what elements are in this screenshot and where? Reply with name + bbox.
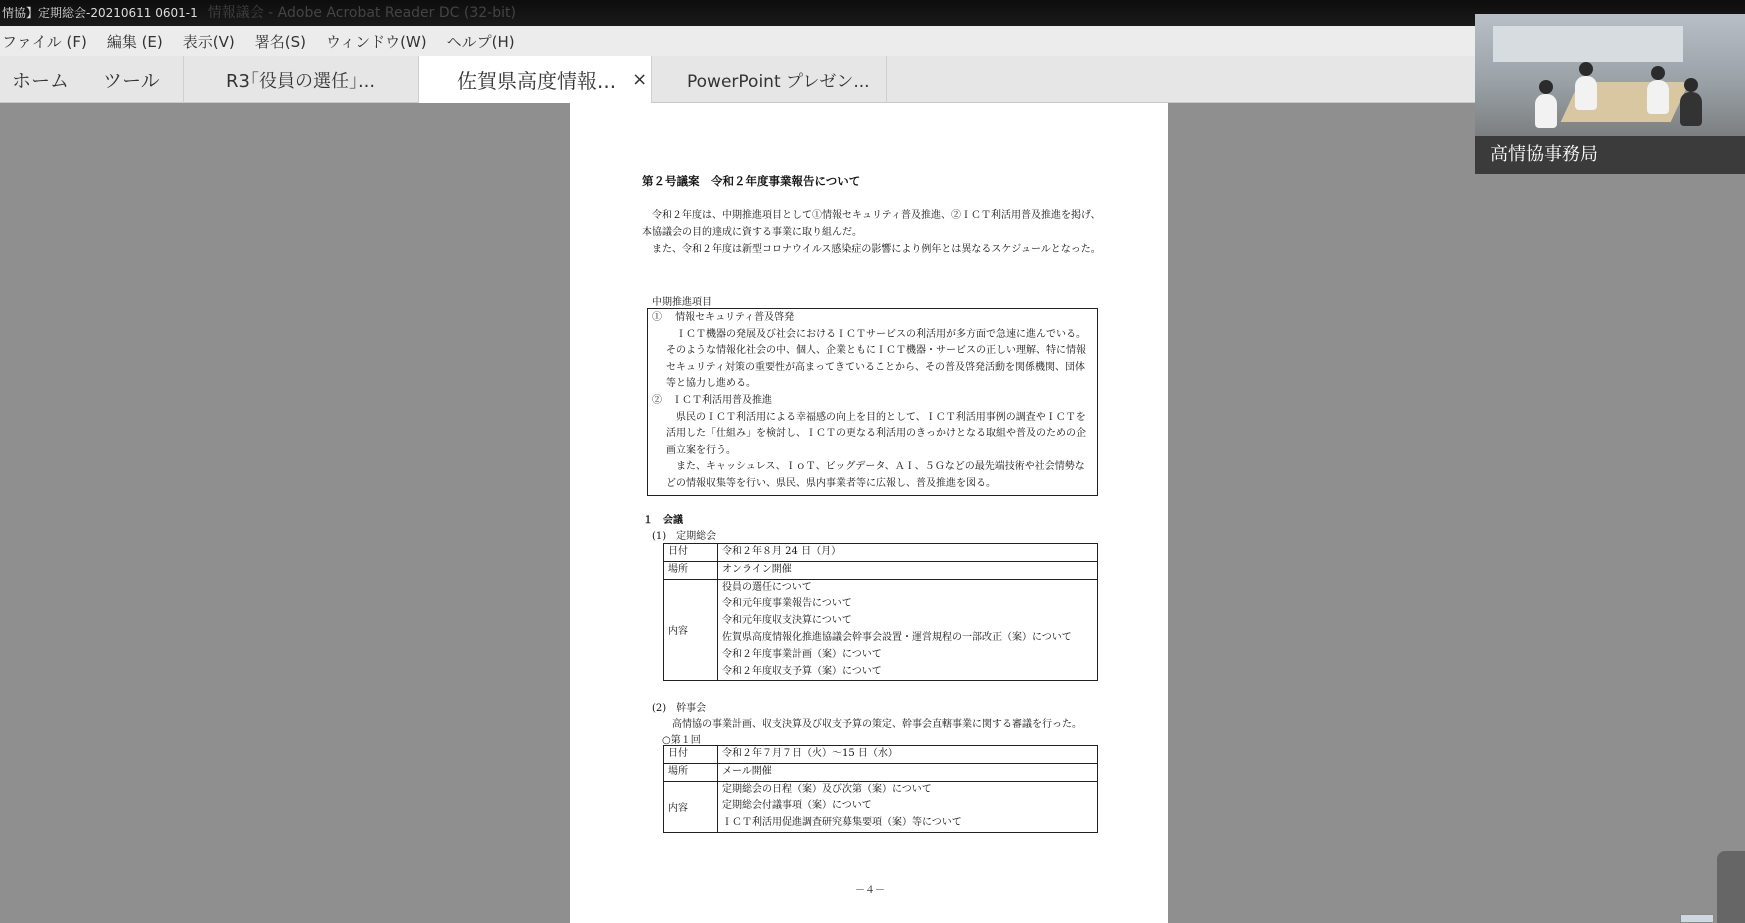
box-item2-body: 県民のＩＣＴ利活用による幸福感の向上を目的として、ＩＣＴ利活用事例の調査やＩＣＴを活用した「仕組み」を検討し、ＩＣＴの更なる利活用のきっかけとなる取組や普及のための企画立案を行う。 xyxy=(666,411,1086,456)
document-title: 第２号議案 令和２年度事業報告について xyxy=(642,174,861,188)
table-cell-key: 内容 xyxy=(664,579,718,681)
box-item2-body-2: また、キャッシュレス、ＩｏＴ、ビッグデータ、ＡＩ、５Ｇなどの最先端技術や社会情勢などの情報収集等を行い、県民、県内事業者等に広報し、普及推進を図る。 xyxy=(666,461,1085,489)
menu-window[interactable]: ウィンドウ(W) xyxy=(325,32,427,51)
tab-bar xyxy=(0,56,1475,103)
menu-bar xyxy=(0,26,1475,56)
table-cell-content-list xyxy=(718,579,1098,681)
table-cell-value: オンライン開催 xyxy=(718,561,1098,579)
tab-tools[interactable]: ツール xyxy=(103,70,160,92)
menu-file[interactable]: ファイル (F) xyxy=(2,32,87,51)
box-item1-heading: ① 情報セキュリティ普及啓発 xyxy=(652,312,795,323)
table-cell-value: メール開催 xyxy=(718,763,1098,781)
content-item: 定期総会付議事項（案）について xyxy=(722,800,872,812)
table-cell-value: 令和２年８月 24 日（月） xyxy=(718,544,1098,562)
steering-committee-description: 高情協の事業計画、収支決算及び収支予算の策定、幹事会直轄事業に関する審議を行った。 xyxy=(662,719,1082,730)
content-item: 令和２年度収支予算（案）について xyxy=(722,665,882,677)
video-person xyxy=(1535,94,1557,128)
content-item: 令和元年度事業報告について xyxy=(722,598,852,610)
menu-view[interactable]: 表示(V) xyxy=(182,32,235,51)
scroll-handle[interactable] xyxy=(1717,851,1745,923)
tab-document-powerpoint[interactable] xyxy=(652,56,887,103)
tab-document-saga-active[interactable] xyxy=(419,56,652,103)
content-item: 佐賀県高度情報化推進協議会幹事会設置・運営規程の一部改正（案）について xyxy=(722,631,1072,643)
section-steering-committee: (2) 幹事会 xyxy=(652,703,707,714)
general-meeting-table xyxy=(663,543,1098,681)
video-background-wall xyxy=(1493,26,1683,62)
content-item: 定期総会の日程（案）及び次第（案）について xyxy=(722,783,932,795)
box-item2-heading: ② ＩＣＴ利活用普及推進 xyxy=(652,394,772,406)
mid-term-items-box xyxy=(647,308,1098,496)
table-cell-key: 場所 xyxy=(664,561,718,579)
close-icon[interactable]: × xyxy=(632,69,648,90)
content-item: 令和元年度収支決算について xyxy=(722,615,852,627)
table-cell-key: 日付 xyxy=(664,544,718,562)
content-item: 役員の選任について xyxy=(722,581,812,593)
participant-name-label: 高情協事務局 xyxy=(1475,136,1745,174)
video-person xyxy=(1575,76,1597,110)
video-participant-tile[interactable] xyxy=(1475,14,1745,174)
tab-document-r3[interactable] xyxy=(184,56,419,103)
content-item: ＩＣＴ利活用促進調査研究募集要項（案）等について xyxy=(722,817,962,829)
round-1-label: ○第１回 xyxy=(662,735,701,746)
document-paragraph-1: 令和２年度は、中期推進項目として①情報セキュリティ普及推進、②ＩＣＴ利活用普及推進を掲げ、本協議会の目的達成に資する事業に取り組んだ。 xyxy=(642,210,1101,238)
video-person xyxy=(1680,92,1702,126)
taskbar-thumbnail[interactable] xyxy=(1680,914,1714,923)
table-cell-value: 令和２年７月７日（火）～15 日（水） xyxy=(718,746,1098,764)
document-page[interactable] xyxy=(570,103,1168,923)
menu-edit[interactable]: 編集 (E) xyxy=(106,32,163,51)
table-cell-key: 場所 xyxy=(664,763,718,781)
tab-group-home-tools xyxy=(0,56,184,103)
window-title: 情協】定期総会-20210611 0601-1 xyxy=(2,6,198,20)
tab-home[interactable]: ホーム xyxy=(12,70,70,92)
content-item: 令和２年度事業計画（案）について xyxy=(722,648,882,660)
tab-document-powerpoint-label: PowerPoint プレゼン... xyxy=(687,72,870,92)
table-cell-content-list xyxy=(718,781,1098,832)
video-feed xyxy=(1475,14,1745,136)
section-meetings: １ 会議 xyxy=(643,515,683,526)
tab-document-saga-label: 佐賀県高度情報... xyxy=(457,69,617,93)
page-number: －４－ xyxy=(855,885,885,896)
steering-committee-table xyxy=(663,745,1098,833)
menu-help[interactable]: ヘルプ(H) xyxy=(446,32,515,51)
table-cell-key: 内容 xyxy=(664,781,718,832)
window-title-suffix: 情報議会 - Adobe Acrobat Reader DC (32-bit) xyxy=(207,5,516,21)
section-general-meeting: (1) 定期総会 xyxy=(652,531,717,542)
video-person xyxy=(1647,80,1669,114)
document-paragraph-2: また、令和２年度は新型コロナウイルス感染症の影響により例年とは異なるスケジュールとなった。 xyxy=(642,244,1101,255)
table-cell-key: 日付 xyxy=(664,746,718,764)
menu-sign[interactable]: 署名(S) xyxy=(254,32,306,51)
box-item1-body: ＩＣＴ機器の発展及び社会におけるＩＣＴサービスの利活用が多方面で急速に進んでいる。そのような情報化社会の中、個人、企業ともにＩＣＴ機器・サービスの正しい理解、特に情報セキュリティ対策の重要性が高まってきていることから、その普及啓発活動を関係機関、団体等と協力し進める。 xyxy=(666,328,1086,390)
tab-document-r3-label: R3｢役員の選任｣... xyxy=(226,70,376,92)
mid-term-items-label: 中期推進項目 xyxy=(652,297,712,308)
